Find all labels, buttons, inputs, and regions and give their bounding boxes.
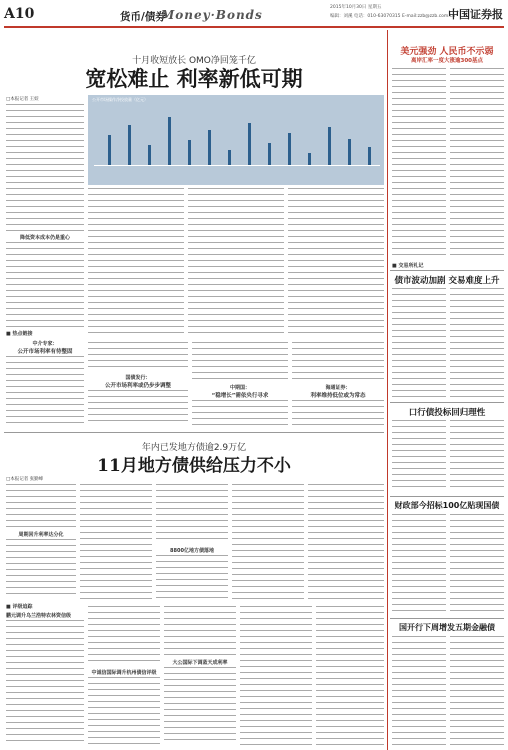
right-story2-title: 债市波动加剧 交易难度上升 — [394, 276, 500, 286]
section-title-en: Money·Bonds — [161, 8, 263, 22]
right-story2-col1 — [392, 288, 446, 398]
rating-col-2b — [88, 677, 160, 745]
chart-bar — [128, 125, 131, 165]
right-rule-3 — [390, 496, 504, 497]
rating-col-5 — [316, 606, 384, 745]
bottom-col-3 — [156, 484, 228, 544]
right-bottom-col-2 — [450, 514, 504, 614]
box2-kicker: 国债发行： — [125, 375, 151, 381]
chart-bar — [348, 139, 351, 165]
rating-item-2: 中诚信国际调升杭州债信评级 — [91, 670, 157, 676]
right-bottom-title-1: 财政部今招标100亿贴现国债 — [394, 501, 500, 510]
bottom-crosshead-2: 8800亿地方债落地 — [170, 548, 214, 554]
chart-bar — [108, 135, 111, 165]
right-bottom-col-3 — [392, 636, 446, 745]
bottom-rule — [4, 432, 384, 433]
hot-link-body — [6, 356, 84, 426]
chart-bar — [288, 133, 291, 165]
bottom-headline: 11月地方债供给压力不小 — [97, 456, 291, 476]
chart-bar — [368, 147, 371, 165]
right-story2-col2 — [450, 288, 504, 398]
bottom-kicker: 年内已发地方债逾2.9万亿 — [141, 443, 247, 453]
lead-kicker: 十月收短放长 OMO净回笼千亿 — [132, 56, 256, 66]
rating-col-1 — [6, 620, 84, 745]
box4-body — [292, 400, 384, 426]
right-bottom-col-4 — [450, 636, 504, 745]
chart-axis — [94, 165, 380, 166]
right-rule-1 — [390, 270, 504, 271]
editor-contact: 编辑：刘溪 电话：010-63070315 E-mail:zzb@zzb.com.cn — [330, 14, 456, 19]
right-story3-col2 — [450, 420, 504, 492]
lead-headline: 宽松难止 利率新低可期 — [85, 66, 303, 91]
chart-caption: 公开市场操作净投放量（亿元） — [92, 97, 148, 102]
right-bottom-title-2: 国开行下周增发五期金融债 — [399, 623, 495, 632]
chart-bar — [188, 140, 191, 165]
bottom-crosshead-1: 周期回升利率达分化 — [18, 532, 64, 538]
box3-title: “稳增长”需依央行寻求 — [211, 393, 269, 399]
hot-link-kicker: 中介专家： — [32, 341, 58, 347]
lead-chart — [88, 95, 384, 185]
right-subtitle: 离岸汇率一度大涨逾300基点 — [411, 58, 483, 64]
lead-column-2 — [88, 188, 184, 338]
page-number: A10 — [4, 6, 35, 22]
bottom-col-3b — [156, 555, 228, 599]
right-story3-col1 — [392, 420, 446, 492]
box4-title: 利率维持低位或为常态 — [310, 393, 366, 399]
box4-kicker: 海通证券： — [325, 385, 351, 391]
rating-col-2 — [88, 606, 160, 666]
box2-title: 公开市场利率或仍步步调整 — [104, 383, 171, 389]
chart-bar — [208, 130, 211, 165]
right-col-2 — [450, 68, 504, 258]
rating-col-3 — [164, 606, 236, 656]
bottom-col-4 — [232, 484, 304, 599]
column-divider — [387, 30, 388, 750]
right-kicker: 美元强劲 人民币不示弱 — [400, 47, 494, 57]
rating-item-1: 鹏元调升乌兰浩特农林资信级 — [6, 613, 72, 619]
lead-column-4 — [288, 188, 384, 338]
rating-col-3b — [164, 667, 236, 745]
chart-bar — [328, 127, 331, 165]
header-rule — [4, 26, 504, 28]
right-story3-title: 口行债投标回归理性 — [408, 408, 486, 418]
chart-bar — [248, 123, 251, 165]
right-rule-2 — [390, 402, 504, 403]
chart-bar — [168, 117, 171, 165]
bottom-col-2 — [80, 484, 152, 599]
rating-marker: ■ 评级追踪 — [6, 604, 33, 610]
bottom-byline: □本报记者 张勤峰 — [6, 477, 44, 482]
box4-intro — [292, 342, 384, 382]
box3-kicker: 中期国： — [229, 385, 250, 391]
hot-link-marker: ■ 热点链接 — [6, 331, 33, 337]
rating-col-4 — [240, 606, 312, 745]
box2-body — [88, 390, 188, 426]
chart-bar — [268, 143, 271, 165]
chart-bar — [308, 153, 311, 165]
right-bottom-col-1 — [392, 514, 446, 614]
issue-date: 2015年10月30日 星期五 — [330, 5, 382, 10]
lead-column-1 — [6, 104, 84, 232]
bottom-col-5 — [308, 484, 384, 599]
lead-byline: □本报记者 王姣 — [6, 97, 39, 102]
lead-column-1b — [6, 242, 84, 328]
box3-body — [192, 400, 288, 426]
rating-item-3: 大公国际下调蓝天成利率 — [172, 660, 228, 666]
hot-link-title: 公开市场利率有待整固 — [17, 349, 73, 355]
chart-bar — [148, 145, 151, 165]
bottom-col-1 — [6, 484, 76, 528]
box2-intro — [88, 342, 188, 372]
lead-column-3 — [188, 188, 284, 338]
right-col-1 — [392, 68, 446, 258]
lead-crosshead: 降低资本成本仍是重心 — [19, 235, 70, 241]
masthead: 中国证券报 — [448, 8, 503, 21]
chart-bar — [228, 150, 231, 165]
right-rule-4 — [390, 618, 504, 619]
bottom-col-1b — [6, 539, 76, 599]
right-section-marker: ■ 交易所札记 — [392, 263, 424, 269]
section-title: 货币/债券 — [120, 11, 166, 23]
box3-intro — [192, 342, 288, 382]
